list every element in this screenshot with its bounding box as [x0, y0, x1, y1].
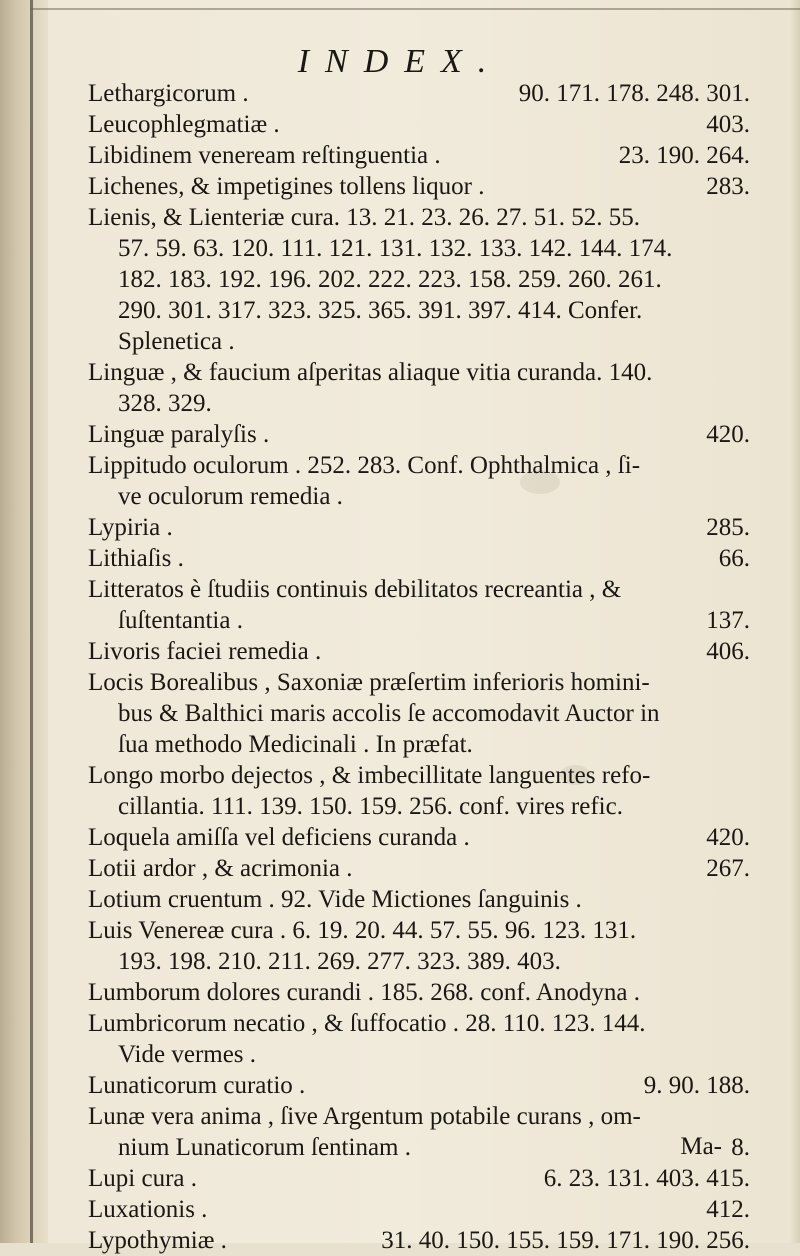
- entry-continuation-line: Splenetica .: [118, 328, 235, 355]
- entry-term: Lotii ardor , & acrimonia .: [88, 855, 353, 882]
- entry-text: [88, 884, 738, 915]
- entry-text: [88, 977, 738, 1008]
- entry-continuation-line: ve oculorum remedia .: [118, 483, 343, 510]
- entry-first-line: Locis Borealibus , Saxoniæ præſertim inferioris homini-: [88, 669, 650, 696]
- entry-page-refs: 412.: [706, 1196, 750, 1223]
- entry-page-refs: 9. 90. 188.: [643, 1072, 750, 1099]
- entry-first-line: Litteratos è ſtudiis continuis debilitatos recreantia , &: [88, 576, 622, 603]
- entry-text: [88, 1008, 738, 1070]
- index-entry: [88, 357, 738, 419]
- index-entry: [88, 1008, 738, 1070]
- entry-term: Lypothymiæ .: [88, 1227, 227, 1254]
- entry-page-refs: 283.: [706, 173, 750, 200]
- entry-term: Luxationis .: [88, 1196, 208, 1223]
- index-entry: [88, 667, 738, 760]
- entry-text: [88, 667, 738, 760]
- index-entry: [88, 171, 750, 202]
- entry-first-line: Longo morbo dejectos , & imbecillitate languentes refo-: [88, 762, 651, 789]
- entry-continuation-line: cillantia. 111. 139. 150. 159. 256. conf. vires refic.: [118, 793, 623, 820]
- entry-text: [88, 1101, 738, 1163]
- index-entry: [88, 78, 750, 109]
- entry-page-refs: 23. 190. 264.: [618, 142, 750, 169]
- entry-text: [88, 202, 738, 357]
- entry-page-refs: 420.: [706, 824, 750, 851]
- entry-page-refs: 8.: [731, 1134, 750, 1161]
- entry-continuation-line: 290. 301. 317. 323. 325. 365. 391. 397. 414. Confer.: [118, 297, 643, 324]
- index-entry: [88, 636, 750, 667]
- entry-continuation-line: Vide vermes .: [118, 1041, 257, 1068]
- entry-first-line: Linguæ , & faucium aſperitas aliaque vitia curanda. 140.: [88, 359, 653, 386]
- entry-term: Lunaticorum curatio .: [88, 1072, 306, 1099]
- index-entries: [88, 78, 750, 1256]
- entry-first-line: Lienis, & Lienteriæ cura. 13. 21. 23. 26. 27. 51. 52. 55.: [88, 204, 641, 231]
- entry-page-refs: 31. 40. 150. 155. 159. 171. 190. 256.: [381, 1227, 750, 1254]
- entry-continuation-line: ſua methodo Medicinali . In præfat.: [118, 731, 473, 758]
- index-entry: [88, 202, 738, 357]
- entry-page-refs: 90. 171. 178. 248. 301.: [518, 80, 750, 107]
- index-entry: [88, 822, 750, 853]
- entry-page-refs: 285.: [706, 514, 750, 541]
- index-entry: [88, 419, 750, 450]
- index-entry: [88, 760, 738, 822]
- entry-text: [88, 574, 738, 636]
- entry-continuation-line: nium Lunaticorum ſentinam .: [118, 1134, 411, 1161]
- entry-page-refs: 420.: [706, 421, 750, 448]
- index-entry: [88, 853, 750, 884]
- entry-term: Libidinem veneream reſtinguentia .: [88, 142, 441, 169]
- entry-term: Lethargicorum .: [88, 80, 249, 107]
- index-entry: [88, 915, 738, 977]
- entry-term: Lypiria .: [88, 514, 173, 541]
- page-gutter: [0, 0, 48, 1243]
- entry-continuation-line: 182. 183. 192. 196. 202. 222. 223. 158. 259. 260. 261.: [118, 266, 662, 293]
- page-top-edge: [30, 8, 800, 10]
- entry-page-refs: 267.: [706, 855, 750, 882]
- index-heading: INDEX.: [297, 43, 503, 80]
- entry-first-line: Luis Venereæ cura . 6. 19. 20. 44. 57. 55. 96. 123. 131.: [88, 917, 637, 944]
- entry-page-refs: 406.: [706, 638, 750, 665]
- entry-term: Livoris faciei remedia .: [88, 638, 322, 665]
- index-entry: [88, 1070, 750, 1101]
- index-entry: [88, 140, 750, 171]
- catchword: Ma-: [680, 1133, 722, 1160]
- entry-first-line: Lumborum dolores curandi . 185. 268. conf. Anodyna .: [88, 979, 640, 1006]
- entry-continuation-line: 328. 329.: [118, 390, 212, 417]
- index-entry: [88, 1194, 750, 1225]
- entry-term: Lupi cura .: [88, 1165, 197, 1192]
- entry-term: Leucophlegmatiæ .: [88, 111, 280, 138]
- entry-first-line: Lumbricorum necatio , & ſuffocatio . 28. 110. 123. 144.: [88, 1010, 646, 1037]
- index-entry: [88, 574, 750, 636]
- index-entry: [88, 977, 738, 1008]
- entry-continuation-line: ſuſtentantia .: [118, 607, 243, 634]
- entry-text: [88, 760, 738, 822]
- index-entry: [88, 1225, 750, 1256]
- entry-term: Lichenes, & impetigines tollens liquor .: [88, 173, 485, 200]
- entry-term: Linguæ paralyſis .: [88, 421, 270, 448]
- entry-text: [88, 450, 738, 512]
- index-entry: [88, 109, 750, 140]
- index-entry: [88, 1101, 750, 1163]
- index-entry: [88, 543, 750, 574]
- entry-first-line: Lotium cruentum . 92. Vide Mictiones ſanguinis .: [88, 886, 582, 913]
- entry-first-line: Lunæ vera anima , ſive Argentum potabile curans , om-: [88, 1103, 641, 1130]
- entry-first-line: Lippitudo oculorum . 252. 283. Conf. Ophthalmica , ſi-: [88, 452, 641, 479]
- entry-page-refs: 66.: [718, 545, 750, 572]
- entry-term: Loquela amiſſa vel deficiens curanda .: [88, 824, 470, 851]
- entry-text: [88, 915, 738, 977]
- entry-text: [88, 357, 738, 419]
- index-entry: [88, 512, 750, 543]
- entry-continuation-line: 193. 198. 210. 211. 269. 277. 323. 389. 403.: [118, 948, 561, 975]
- entry-page-refs: 403.: [706, 111, 750, 138]
- index-entry: [88, 1163, 750, 1194]
- index-entry: [88, 450, 738, 512]
- entry-term: Lithiaſis .: [88, 545, 184, 572]
- entry-page-refs: 6. 23. 131. 403. 415.: [543, 1165, 750, 1192]
- binding-edge: [30, 0, 33, 1243]
- index-entry: [88, 884, 738, 915]
- entry-continuation-line: bus & Balthici maris accolis ſe accomodavit Auctor in: [118, 700, 660, 727]
- entry-continuation-line: 57. 59. 63. 120. 111. 121. 131. 132. 133. 142. 144. 174.: [118, 235, 673, 262]
- entry-page-refs: 137.: [706, 607, 750, 634]
